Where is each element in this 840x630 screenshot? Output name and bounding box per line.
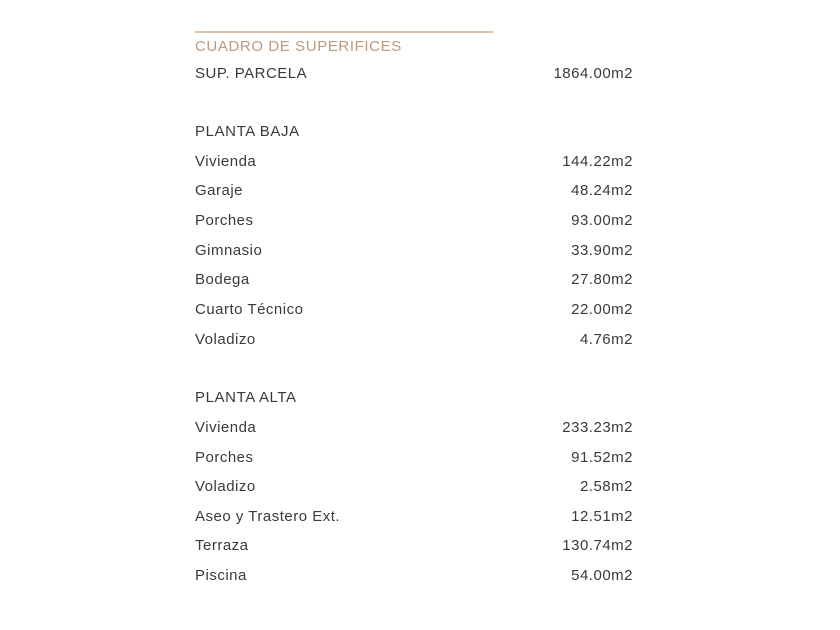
heading-planta-baja: PLANTA BAJA [195,123,300,140]
row-label: Vivienda [195,153,257,170]
row-pb-cuarto-tecnico [195,301,633,321]
row-label: Aseo y Trastero Ext. [195,508,341,525]
row-value: 93.00m2 [571,212,633,229]
row-pb-porches [195,212,633,232]
row-value: 12.51m2 [571,508,633,525]
row-pb-voladizo [195,331,633,351]
row-value: 2.58m2 [579,478,633,495]
row-value: 233.23m2 [562,419,633,436]
row-pa-voladizo [195,478,633,498]
row-value: 22.00m2 [571,301,633,318]
row-parcela [195,65,633,85]
row-pa-vivienda [195,419,633,439]
row-value: 1864.00m2 [553,65,633,82]
row-pb-bodega [195,271,633,291]
row-label: Porches [195,449,254,466]
row-pa-piscina [195,567,633,587]
row-label: SUP. PARCELA [195,65,308,82]
row-pb-vivienda [195,153,633,173]
row-label: Porches [195,212,254,229]
row-value: 48.24m2 [571,182,633,199]
row-label: Terraza [195,537,249,554]
heading-planta-alta: PLANTA ALTA [195,389,297,406]
row-label: Garaje [195,182,244,199]
row-value: 4.76m2 [579,331,633,348]
row-label: Cuarto Técnico [195,301,304,318]
row-value: 33.90m2 [571,242,633,259]
row-pa-terraza [195,537,633,557]
row-pa-porches [195,449,633,469]
row-pa-aseo-trastero [195,508,633,528]
row-label: Bodega [195,271,250,288]
row-pb-gimnasio [195,242,633,262]
row-value: 27.80m2 [571,271,633,288]
title-rule [195,31,493,33]
row-label: Voladizo [195,331,256,348]
table-title: CUADRO DE SUPERIFICES [195,38,402,55]
row-pb-garaje [195,182,633,202]
row-label: Vivienda [195,419,257,436]
row-label: Voladizo [195,478,256,495]
row-value: 130.74m2 [562,537,633,554]
row-value: 144.22m2 [562,153,633,170]
row-value: 54.00m2 [571,567,633,584]
row-value: 91.52m2 [571,449,633,466]
row-label: Gimnasio [195,242,263,259]
row-label: Piscina [195,567,247,584]
